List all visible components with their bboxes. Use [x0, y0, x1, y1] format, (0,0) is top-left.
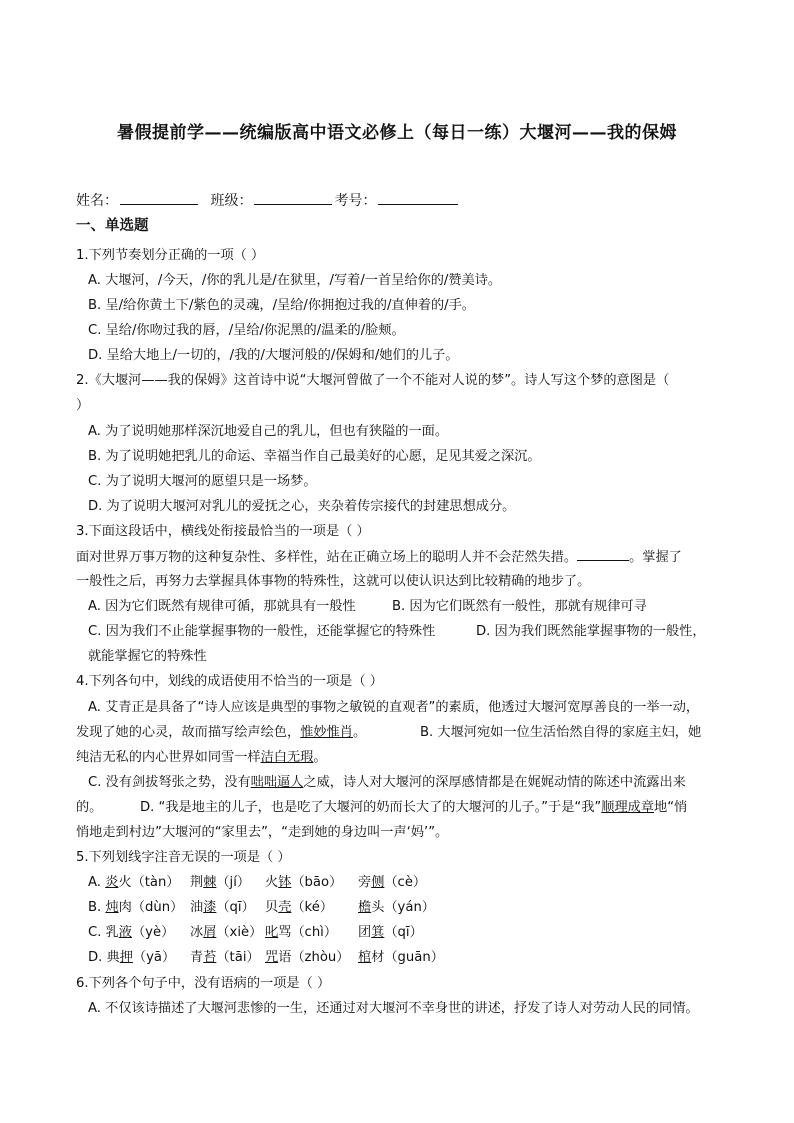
passage-text: 面对世界万事万物的这种复杂性、多样性，站在正确立场上的聪明人并不会茫然失措。 — [76, 550, 578, 565]
pinyin-text: （jí） — [216, 875, 251, 890]
option-text: 贝 — [265, 900, 279, 915]
pinyin-text: （tāi） — [216, 950, 260, 965]
pinyin-text: （yè） — [131, 925, 175, 940]
question-2-option-c[interactable]: C. 为了说明大堰河的愿望只是一场梦。 — [88, 474, 317, 489]
pinyin-text: 材（guān） — [371, 950, 444, 965]
question-3-option-c[interactable]: C. 因为我们不止能掌握事物的一般性，还能掌握它的特殊性 — [88, 624, 436, 639]
question-2-stem-end: ） — [76, 398, 90, 413]
question-5-option-c-item-2 — [190, 923, 262, 943]
question-4-option-b-cont[interactable] — [76, 748, 327, 768]
section-heading: 一、单选题 — [76, 218, 149, 234]
option-text: 青 — [190, 950, 204, 965]
underlined-idiom: 洁白无瑕 — [260, 750, 314, 765]
question-5-option-d-item-4 — [358, 948, 444, 968]
pinyin-text: 火（tàn） — [118, 875, 180, 890]
question-4-option-a[interactable]: A. 艾青正是具备了“诗人应该是典型的事物之敏锐的直观者”的素质，他透过大堰河宽厚善良的一举一动， — [88, 700, 700, 715]
name-label: 姓名： — [76, 193, 118, 209]
passage-text: 。掌握了 — [629, 550, 682, 565]
option-text: C. 没有剑拔弩张之势，没有 — [88, 775, 251, 790]
option-text: A. — [88, 875, 106, 890]
pinyin-text: （qī） — [384, 925, 423, 940]
question-1-option-a[interactable]: A. 大堰河，/今天，/你的乳儿是/在狱里，/写着/一首呈给你的/赞美诗。 — [88, 273, 502, 288]
question-5-option-d-item-1[interactable] — [88, 948, 175, 968]
question-5-option-a-item-3 — [265, 873, 342, 893]
option-text: 团 — [358, 925, 372, 940]
pinyin-text: （ké） — [291, 900, 334, 915]
question-2-option-d[interactable]: D. 为了说明大堰河对乳儿的爱抚之心，夹杂着传宗接代的封建思想成分。 — [88, 499, 516, 514]
underlined-character: 棘 — [203, 875, 217, 890]
pinyin-text: （qī） — [216, 900, 255, 915]
underlined-character: 炖 — [105, 900, 119, 915]
option-text: 。 — [313, 750, 327, 765]
question-1-option-b[interactable]: B. 呈/给你黄土下/紫色的灵魂，/呈给/你拥抱过我的/直伸着的/手。 — [88, 298, 475, 313]
question-1-stem: 1.下列节奏划分正确的一项（ ） — [76, 248, 265, 263]
question-3-option-d[interactable]: D. 因为我们既然能掌握事物的一般性， — [476, 624, 706, 639]
question-3-stem: 3.下面这段话中，横线处衔接最恰当的一项是（ ） — [76, 524, 370, 539]
option-text: C. 乳 — [88, 925, 119, 940]
name-field[interactable] — [120, 190, 198, 205]
underlined-character: 炎 — [105, 875, 119, 890]
question-3-option-d-cont[interactable]: 就能掌握它的特殊性 — [88, 649, 207, 664]
question-4-option-d-cont[interactable]: 悄地走到村边”大堰河的“家里去”，“走到她的身边叫一声‘妈’”。 — [76, 825, 449, 840]
question-4-option-d[interactable] — [140, 798, 687, 818]
question-5-option-a-item-4 — [358, 873, 426, 893]
student-info-line — [76, 190, 460, 210]
option-text: 旁 — [358, 875, 372, 890]
option-text: 油 — [190, 900, 204, 915]
page-title: 暑假提前学——统编版高中语文必修上（每日一练）大堰河——我的保姆 — [117, 123, 677, 143]
underlined-character: 檐 — [358, 900, 372, 915]
option-text: 火 — [265, 875, 279, 890]
question-3-passage-line-2: 一般性之后，再努力去掌握具体事物的特殊性，这就可以使认识达到比较精确的地步了。 — [76, 574, 591, 589]
underlined-character: 屑 — [203, 925, 217, 940]
pinyin-text: （bāo） — [291, 875, 343, 890]
underlined-idiom: 顺理成章 — [601, 800, 655, 815]
pinyin-text: 语（zhòu） — [278, 950, 350, 965]
exam-number-field[interactable] — [378, 190, 458, 205]
underlined-character: 钵 — [278, 875, 292, 890]
question-2-option-a[interactable]: A. 为了说明她那样深沉地爱自己的乳儿，但也有狭隘的一面。 — [88, 424, 449, 439]
question-5-option-b-item-4 — [358, 898, 435, 918]
underlined-character: 壳 — [278, 900, 292, 915]
question-2-option-b[interactable]: B. 为了说明她把乳儿的命运、幸福当作自己最美好的心愿，足见其爱之深沉。 — [88, 449, 541, 464]
underlined-character: 液 — [118, 925, 132, 940]
underlined-character: 押 — [119, 950, 133, 965]
question-6-option-a[interactable]: A. 不仅该诗描述了大堰河悲惨的一生，还通过对大堰河不幸身世的讲述，抒发了诗人对劳动人民的同情。 — [88, 1001, 699, 1016]
option-text: 纯洁无私的内心世界如同雪一样 — [76, 750, 261, 765]
underlined-idiom: 咄咄逼人 — [250, 775, 304, 790]
question-4-option-a-cont[interactable] — [76, 723, 366, 743]
question-5-option-b-item-1[interactable] — [88, 898, 183, 918]
question-2-stem: 2.《大堰河——我的保姆》这首诗中说“大堰河曾做了一个不能对人说的梦”。诗人写这个梦的意图是（ — [76, 373, 670, 388]
option-text: 地“悄 — [654, 800, 688, 815]
underlined-character: 叱 — [265, 925, 279, 940]
question-5-option-d-item-3 — [265, 948, 349, 968]
question-3-passage-line-1 — [76, 547, 682, 568]
underlined-character: 侧 — [371, 875, 385, 890]
underlined-character: 箕 — [371, 925, 385, 940]
pinyin-text: 骂（chì） — [278, 925, 338, 940]
pinyin-text: 头（yán） — [371, 900, 435, 915]
question-4-option-c[interactable] — [88, 773, 686, 793]
question-5-option-a-item-2 — [190, 873, 250, 893]
pinyin-text: 肉（dùn） — [118, 900, 184, 915]
question-4-option-b[interactable]: B. 大堰河宛如一位生活怡然自得的家庭主妇，她 — [420, 725, 702, 740]
question-5-option-a-item-1[interactable] — [88, 873, 180, 893]
option-text: D. “我是地主的儿子，也是吃了大堰河的奶而长大了的大堰河的儿子。”于是“我” — [140, 800, 602, 815]
option-text: 冰 — [190, 925, 204, 940]
option-text: 发现了她的心灵，故而描写绘声绘色， — [76, 725, 301, 740]
question-5-option-c-item-3 — [265, 923, 337, 943]
question-6-stem: 6.下列各个句子中，没有语病的一项是（ ） — [76, 976, 331, 991]
pinyin-text: （xiè） — [216, 925, 263, 940]
question-5-option-c-item-1[interactable] — [88, 923, 174, 943]
option-text: 。 — [352, 725, 367, 740]
option-text: B. — [88, 900, 106, 915]
question-5-option-b-item-2 — [190, 898, 255, 918]
question-4-option-c-cont[interactable]: 的。 — [76, 800, 103, 815]
question-3-option-b[interactable]: B. 因为它们既然有一般性，那就有规律可寻 — [392, 599, 647, 614]
option-text: 之威，诗人对大堰河的深厚感情都是在娓娓动情的陈述中流露出来 — [303, 775, 686, 790]
underlined-character: 棺 — [358, 950, 372, 965]
underlined-idiom: 惟妙惟肖 — [300, 725, 353, 740]
class-label: 班级： — [210, 193, 253, 209]
question-5-option-c-item-4 — [358, 923, 423, 943]
option-text: D. 典 — [88, 950, 120, 965]
question-5-stem: 5.下列划线字注音无误的一项是（ ） — [76, 850, 291, 865]
question-1-option-d[interactable]: D. 呈给大地上/一切的，/我的/大堰河般的/保姆和/她们的儿子。 — [88, 348, 459, 363]
pinyin-text: （yā） — [132, 950, 176, 965]
pinyin-text: （cè） — [384, 875, 427, 890]
question-4-stem: 4.下列各句中，划线的成语使用不恰当的一项是（ ） — [76, 674, 383, 689]
question-5-option-b-item-3 — [265, 898, 333, 918]
underlined-character: 咒 — [265, 950, 279, 965]
fill-blank — [577, 547, 629, 561]
class-field[interactable] — [254, 190, 332, 205]
question-1-option-c[interactable]: C. 呈给/你吻过我的唇，/呈给/你泥黑的/温柔的/脸颊。 — [88, 323, 405, 338]
underlined-character: 漆 — [203, 900, 217, 915]
question-5-option-d-item-2 — [190, 948, 260, 968]
question-3-option-a[interactable]: A. 因为它们既然有规律可循，那就具有一般性 — [88, 599, 356, 614]
option-text: 荆 — [190, 875, 204, 890]
exam-label: 考号： — [334, 193, 377, 209]
underlined-character: 苔 — [203, 950, 217, 965]
